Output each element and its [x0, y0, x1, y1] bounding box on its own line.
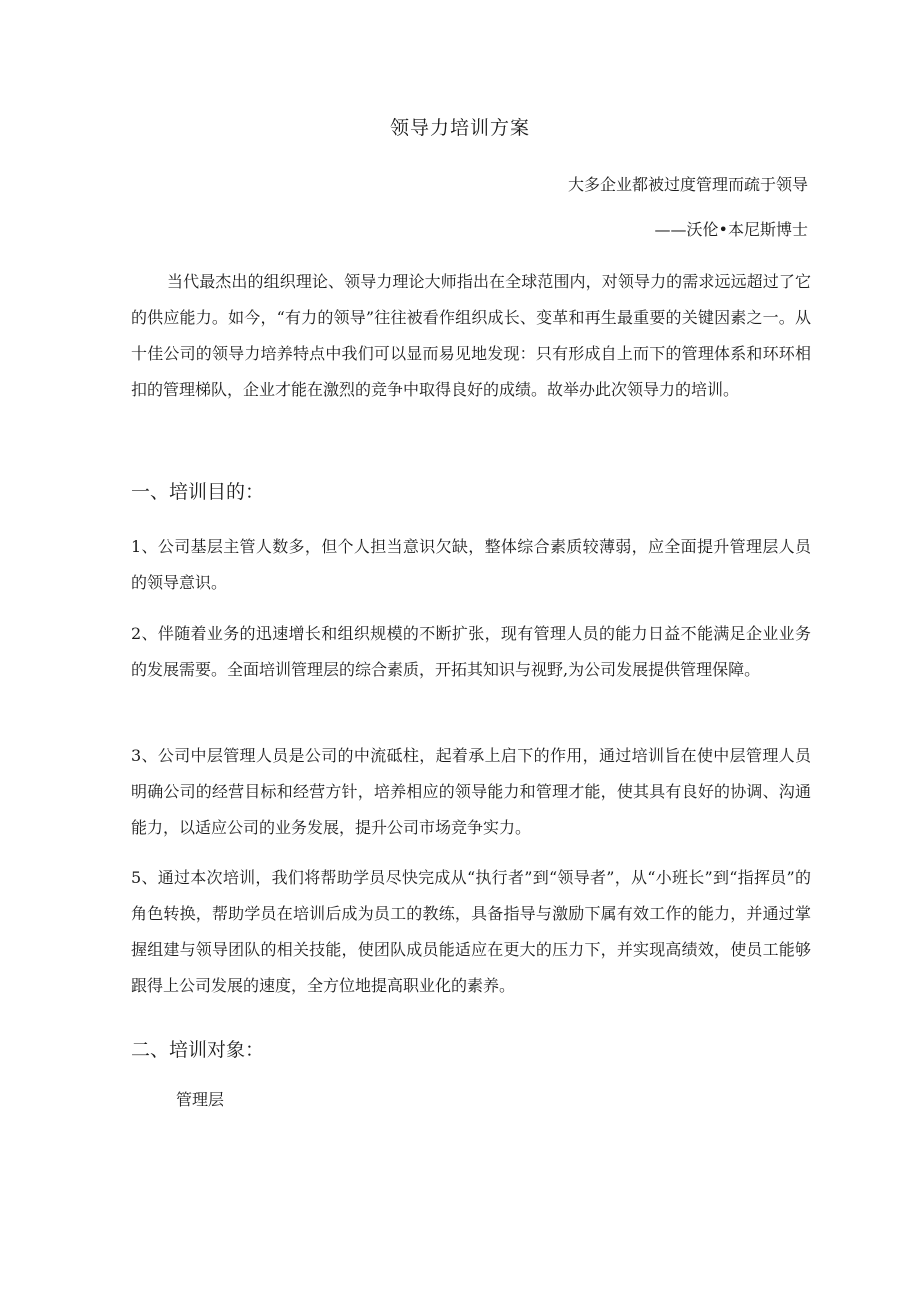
objective-item: 2、伴随着业务的迅速增长和组织规模的不断扩张，现有管理人员的能力日益不能满足企业业务的发展需要。全面培训管理层的综合素质，开拓其知识与视野,为公司发展提供管理保障。 — [131, 624, 811, 679]
section1-heading: 一、培训目的： — [131, 481, 265, 503]
objective-item: 1、公司基层主管人数多，但个人担当意识欠缺，整体综合素质较薄弱，应全面提升管理层人员的领导意识。 — [131, 537, 811, 592]
epigraph-author: ——沃伦•本尼斯博士 — [654, 220, 808, 239]
objective-item: 5、通过本次培训，我们将帮助学员尽快完成从“执行者”到“领导者”，从“小班长”到“指挥员”的角色转换，帮助学员在培训后成为员工的教练，具备指导与激励下属有效工作的能力，并通过掌握组建与领导团队的相关技能，使团队成员能适应在更大的压力下，并实现高绩效，使员工能够跟得上公司发展的速度，全方位地提高职业化的素养。 — [131, 868, 811, 995]
intro-paragraph: 当代最杰出的组织理论、领导力理论大师指出在全球范围内，对领导力的需求远远超过了它的供应能力。如今，“有力的领导”往往被看作组织成长、变革和再生最重要的关键因素之一。从十佳公司的领导力培养特点中我们可以显而易见地发现：只有形成自上而下的管理体系和环环相扣的管理梯队，企业才能在激烈的竞争中取得良好的成绩。故举办此次领导力的培训。 — [131, 272, 811, 399]
epigraph-quote: 大多企业都被过度管理而疏于领导 — [567, 175, 808, 194]
section2-heading: 二、培训对象： — [131, 1039, 265, 1061]
objective-item: 3、公司中层管理人员是公司的中流砥柱，起着承上启下的作用，通过培训旨在使中层管理人员明确公司的经营目标和经营方针，培养相应的领导能力和管理才能，使其具有良好的协调、沟通能力，以适应公司的业务发展，提升公司市场竞争实力。 — [131, 746, 811, 837]
training-target: 管理层 — [176, 1090, 225, 1109]
document-title: 领导力培训方案 — [389, 117, 530, 139]
